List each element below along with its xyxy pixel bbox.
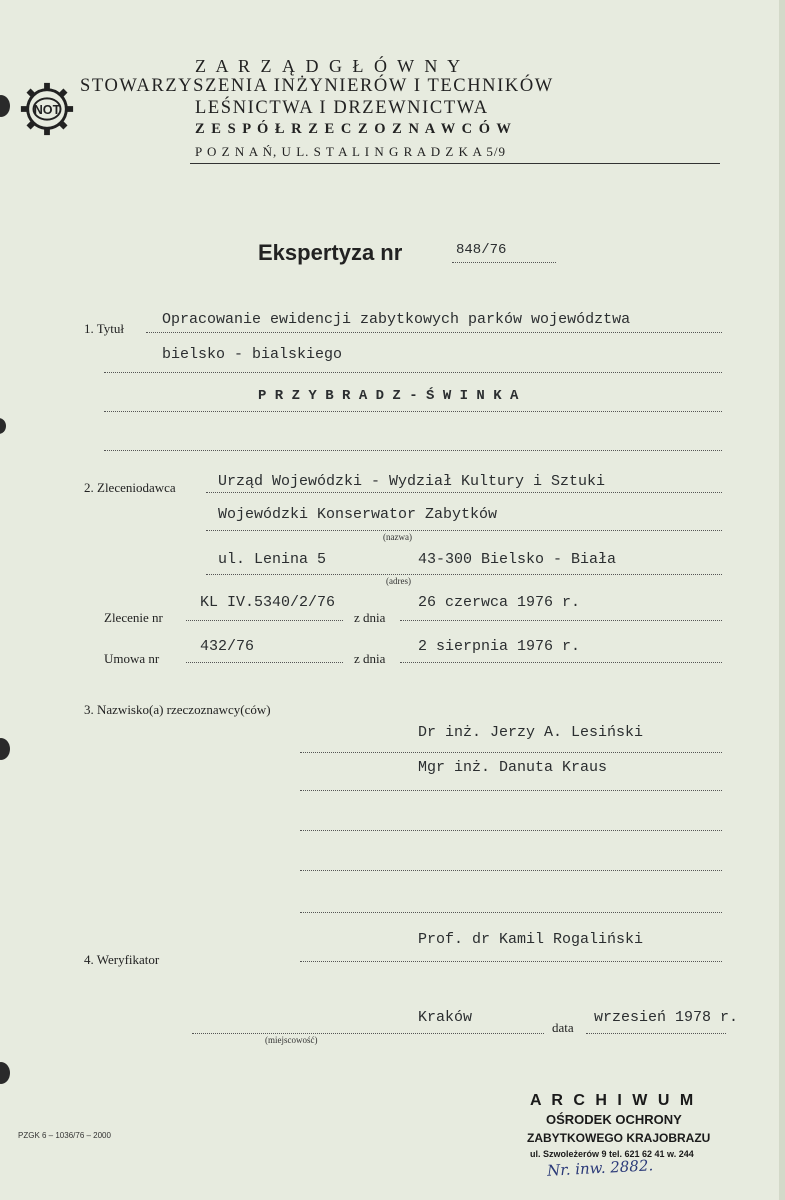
fill-line xyxy=(104,450,722,451)
punch-hole xyxy=(0,738,10,760)
contract-date-label: z dnia xyxy=(354,651,386,666)
order-date-label: z dnia xyxy=(354,610,386,625)
fill-line xyxy=(146,332,722,333)
stamp-line-3: ZABYTKOWEGO KRAJOBRAZU xyxy=(527,1131,711,1145)
client-line-1: Urząd Wojewódzki - Wydział Kultury i Sztuki xyxy=(218,473,606,490)
order-number: KL IV.5340/2/76 xyxy=(200,594,336,611)
not-gear-logo-icon xyxy=(18,80,76,138)
header-rule xyxy=(190,163,720,164)
stamp-line-4: ul. Szwoleżerów 9 tel. 621 62 41 w. 244 xyxy=(530,1149,694,1159)
header-line-2: STOWARZYSZENIA INŻYNIERÓW I TECHNIKÓW xyxy=(80,76,554,96)
place-value: Kraków xyxy=(418,1009,473,1026)
punch-hole xyxy=(0,1062,10,1084)
stamp-line-2: OŚRODEK OCHRONY xyxy=(546,1112,682,1127)
fill-line xyxy=(300,961,722,962)
contract-date: 2 sierpnia 1976 r. xyxy=(418,638,581,655)
fill-line xyxy=(104,411,722,412)
title-line-3: P R Z Y B R A D Z - Ś W I N K A xyxy=(258,388,519,404)
fill-line xyxy=(300,790,722,791)
fill-line xyxy=(186,662,343,663)
print-code: PZGK 6 – 1036/76 – 2000 xyxy=(18,1131,111,1140)
date-value: wrzesień 1978 r. xyxy=(594,1009,739,1026)
punch-hole xyxy=(0,95,10,117)
fill-line xyxy=(300,870,722,871)
fill-line xyxy=(192,1033,544,1034)
stamp-line-1: A R C H I W U M xyxy=(530,1092,697,1109)
document-number: 848/76 xyxy=(456,242,507,258)
contract-number: 432/76 xyxy=(200,638,255,655)
order-label: Zlecenie nr xyxy=(104,610,163,625)
fill-line xyxy=(206,574,722,575)
punch-hole xyxy=(0,418,6,434)
fill-line xyxy=(452,262,556,263)
fill-line xyxy=(300,830,722,831)
document-title: Ekspertyza nr xyxy=(258,240,403,265)
fill-line xyxy=(104,372,722,373)
section-3-label: 3. Nazwisko(a) rzeczoznawcy(ców) xyxy=(84,702,271,717)
fill-line xyxy=(400,662,722,663)
expert-name-1: Dr inż. Jerzy A. Lesiński xyxy=(418,724,644,741)
title-line-1: Opracowanie ewidencji zabytkowych parków województwa xyxy=(162,311,631,328)
fill-line xyxy=(400,620,722,621)
order-date: 26 czerwca 1976 r. xyxy=(418,594,581,611)
header-line-5: P O Z N A Ń, U L. S T A L I N G R A D Z K A 5/9 xyxy=(195,144,507,159)
header-line-3: LEŚNICTWA I DRZEWNICTWA xyxy=(195,98,489,118)
fill-line xyxy=(300,752,722,753)
section-1-label: 1. Tytuł xyxy=(84,321,125,336)
contract-label: Umowa nr xyxy=(104,651,160,666)
fill-line xyxy=(206,530,722,531)
header-line-4: Z E S P Ó Ł R Z E C Z O Z N A W C Ó W xyxy=(195,121,513,137)
fill-line xyxy=(586,1033,726,1034)
client-street: ul. Lenina 5 xyxy=(218,551,327,568)
date-label: data xyxy=(552,1020,574,1035)
fill-line xyxy=(206,492,722,493)
nazwa-caption: (nazwa) xyxy=(383,532,412,542)
adres-caption: (adres) xyxy=(386,576,411,586)
place-caption: (miejscowość) xyxy=(265,1035,318,1045)
section-2-label: 2. Zleceniodawca xyxy=(84,480,176,495)
client-line-2: Wojewódzki Konserwator Zabytków xyxy=(218,506,498,523)
header-line-1: Z A R Z Ą D G Ł Ó W N Y xyxy=(195,56,464,76)
expert-name-2: Mgr inż. Danuta Kraus xyxy=(418,759,608,776)
section-4-label: 4. Weryfikator xyxy=(84,952,160,967)
handwritten-inventory-number: Nr. inw. 2882. xyxy=(546,1156,654,1180)
client-city: 43-300 Bielsko - Biała xyxy=(418,551,617,568)
verifier-name: Prof. dr Kamil Rogaliński xyxy=(418,931,644,948)
paper-edge xyxy=(779,0,785,1200)
svg-text:NOT: NOT xyxy=(33,102,61,117)
title-line-2: bielsko - bialskiego xyxy=(162,346,343,363)
fill-line xyxy=(186,620,343,621)
fill-line xyxy=(300,912,722,913)
